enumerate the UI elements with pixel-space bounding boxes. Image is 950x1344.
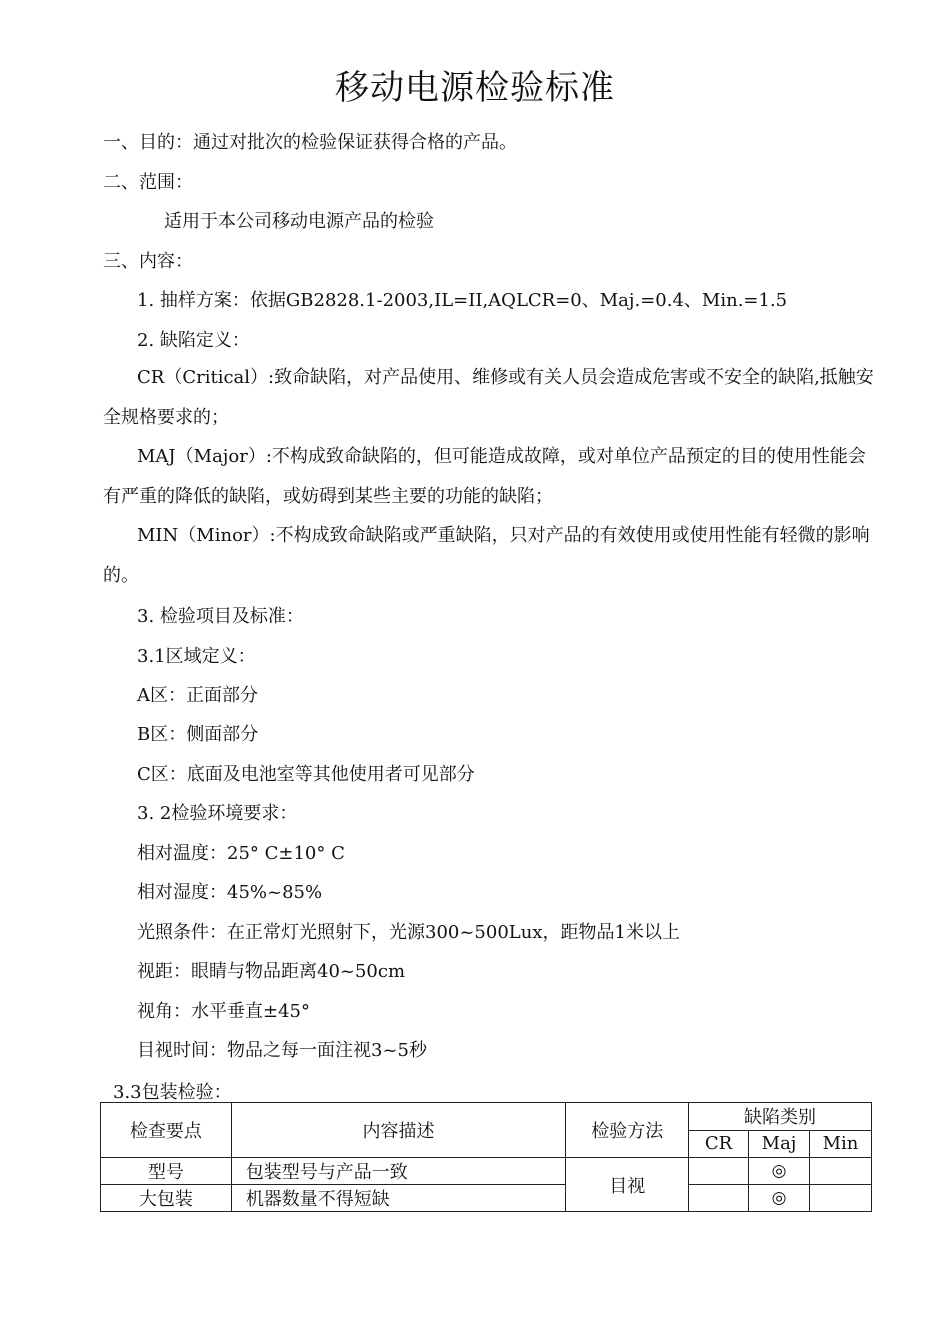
env-viewing-time: 目视时间：物品之每一面注视3~5秒	[137, 1040, 427, 1061]
cr-cell	[689, 1185, 749, 1212]
description-cell: 机器数量不得短缺	[231, 1185, 565, 1212]
maj-cell: ◎	[749, 1158, 810, 1185]
header-maj: Maj	[749, 1130, 810, 1158]
header-inspection-method: 检验方法	[566, 1103, 689, 1158]
sampling-plan: 1. 抽样方案：依据GB2828.1-2003,IL=II,AQLCR=0、Maj.=0.4、Min.=1.5	[137, 290, 788, 311]
packaging-inspection-heading: 3.3包装检验：	[113, 1082, 232, 1103]
zone-b: B区：侧面部分	[137, 724, 259, 745]
description-cell: 包装型号与产品一致	[231, 1158, 565, 1185]
check-point-cell: 型号	[101, 1158, 232, 1185]
env-temperature: 相对温度：25° C±10° C	[137, 843, 345, 864]
header-check-point: 检查要点	[101, 1103, 232, 1158]
header-cr: CR	[689, 1130, 749, 1158]
section-scope-body: 适用于本公司移动电源产品的检验	[164, 211, 434, 232]
maj-cell: ◎	[749, 1185, 810, 1212]
cr-definition	[103, 358, 883, 437]
section-purpose: 一、目的：通过对批次的检验保证获得合格的产品。	[103, 132, 517, 153]
header-content-description: 内容描述	[231, 1103, 565, 1158]
table-header-row	[101, 1103, 872, 1131]
cr-cell	[689, 1158, 749, 1185]
header-defect-category: 缺陷类别	[689, 1103, 872, 1131]
environment-heading: 3. 2检验环境要求：	[137, 803, 298, 824]
zone-definition-heading: 3.1区域定义：	[137, 646, 256, 667]
table-row	[101, 1158, 872, 1185]
min-cell	[810, 1185, 872, 1212]
min-definition	[103, 516, 883, 595]
section-scope-heading: 二、范围：	[103, 172, 193, 193]
maj-definition	[103, 437, 883, 516]
check-point-cell: 大包装	[101, 1185, 232, 1212]
env-humidity: 相对湿度：45%~85%	[137, 882, 323, 903]
cr-definition-text: CR（Critical）:致命缺陷，对产品使用、维修或有关人员会造成危害或不安全的缺陷,抵触安全规格要求的；	[103, 367, 874, 428]
table-row	[101, 1185, 872, 1212]
min-definition-text: MIN（Minor）:不构成致命缺陷或严重缺陷，只对产品的有效使用或使用性能有轻微的影响的。	[103, 525, 870, 586]
inspection-items-heading: 3. 检验项目及标准：	[137, 606, 304, 627]
env-viewing-distance: 视距：眼睛与物品距离40~50cm	[137, 961, 406, 982]
method-cell: 目视	[566, 1158, 689, 1212]
zone-a: A区：正面部分	[137, 685, 258, 706]
section-content-heading: 三、内容：	[103, 251, 193, 272]
header-min: Min	[810, 1130, 872, 1158]
defect-definition-heading: 2. 缺陷定义：	[137, 330, 250, 351]
document-title: 移动电源检验标准	[335, 68, 615, 108]
min-cell	[810, 1158, 872, 1185]
packaging-inspection-table	[100, 1102, 872, 1212]
maj-definition-text: MAJ（Major）:不构成致命缺陷的，但可能造成故障，或对单位产品预定的目的使用性能会有严重的降低的缺陷，或妨碍到某些主要的功能的缺陷；	[103, 446, 866, 507]
env-lighting: 光照条件：在正常灯光照射下，光源300~500Lux，距物品1米以上	[137, 922, 680, 943]
zone-c: C区：底面及电池室等其他使用者可见部分	[137, 764, 475, 785]
env-viewing-angle: 视角：水平垂直±45°	[137, 1001, 310, 1022]
